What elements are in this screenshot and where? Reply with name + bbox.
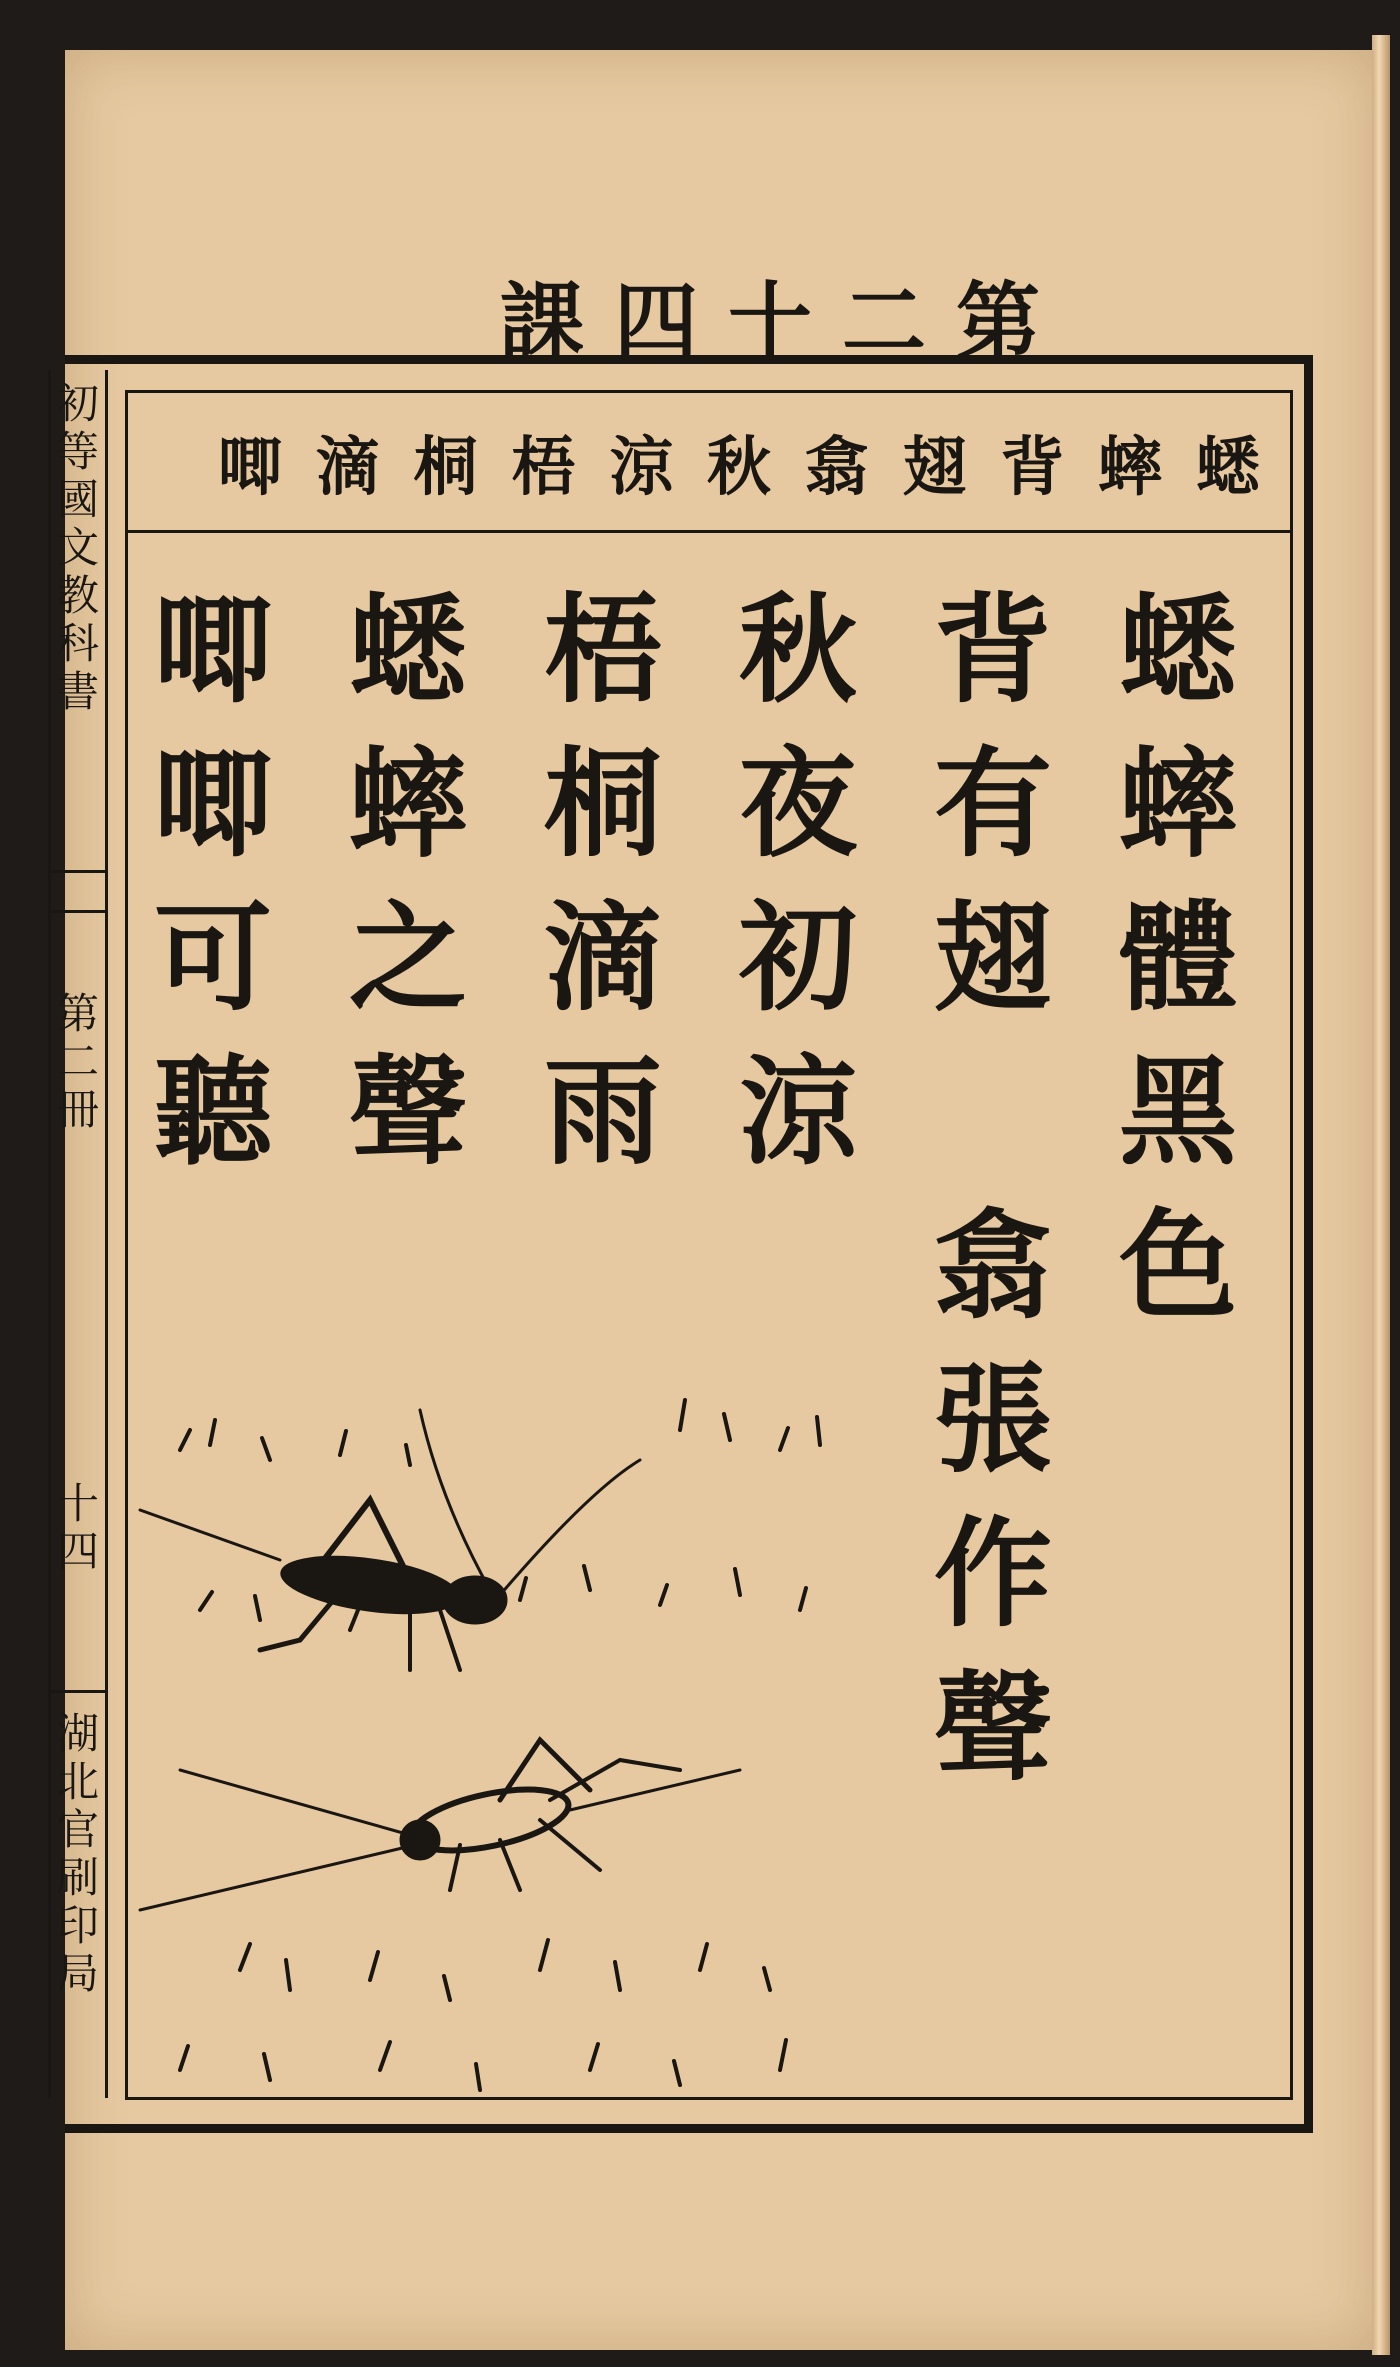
margin-char: 等 [56, 427, 99, 476]
text-char: 蟀 [348, 734, 467, 873]
vocab-char: 翅 [902, 429, 967, 505]
title-char: 四 [613, 272, 698, 371]
text-column-3 [723, 573, 873, 1189]
text-char: 聲 [348, 1042, 467, 1181]
text-char: 聲 [933, 1658, 1052, 1797]
text-char: 作 [933, 1504, 1052, 1643]
title-char: 課 [500, 272, 585, 371]
text-char: 唧 [153, 580, 272, 719]
margin-char: 北 [56, 1757, 99, 1806]
cricket-upper [140, 1410, 640, 1670]
margin-char: 官 [56, 1805, 99, 1854]
margin-char: 局 [56, 1949, 99, 1998]
text-char: 初 [738, 888, 857, 1027]
vocab-char: 背 [1000, 429, 1065, 505]
vocab-char: 滴 [315, 429, 380, 505]
text-char: 唧 [153, 734, 272, 873]
text-char: 聽 [153, 1042, 272, 1181]
margin-char: 冊 [56, 1085, 99, 1134]
margin-char: 湖 [56, 1709, 99, 1758]
margin-char: 初 [56, 379, 99, 428]
text-column-4 [528, 573, 678, 1189]
text-char: 翅 [933, 888, 1052, 1027]
cricket-lower [140, 1740, 740, 1910]
text-char: 蟀 [1118, 734, 1237, 873]
vocabulary-row [128, 393, 1290, 533]
vocab-char: 唧 [218, 429, 282, 505]
vocab-char: 秋 [706, 429, 771, 505]
title-char: 第 [955, 272, 1040, 371]
margin-char: 書 [56, 667, 99, 716]
page-edge [1372, 35, 1390, 2355]
lesson-title [500, 255, 1040, 371]
text-char: 之 [348, 888, 467, 1027]
vocab-char: 蟋 [1195, 429, 1260, 505]
text-char: 體 [1118, 888, 1237, 1027]
margin-char: 教 [56, 571, 99, 620]
text-char: 梧 [543, 580, 662, 719]
text-column-2 [918, 573, 1068, 1805]
margin-char: 四 [56, 1527, 99, 1576]
text-char: 色 [1118, 1196, 1237, 1335]
text-column-5 [333, 573, 483, 1189]
margin-char: 科 [56, 619, 99, 668]
margin-char: 刷 [56, 1853, 99, 1902]
margin-char: 第 [56, 989, 99, 1038]
vocab-char: 蟀 [1098, 429, 1163, 505]
margin-char: 十 [56, 1479, 99, 1528]
text-char: 有 [933, 734, 1052, 873]
text-char: 雨 [543, 1042, 662, 1181]
text-char: 夜 [738, 734, 857, 873]
text-char: 蟋 [348, 580, 467, 719]
vocab-char: 涼 [609, 429, 674, 505]
grass [180, 1400, 820, 2090]
cricket-illustration [120, 1350, 880, 2110]
text-char: 黑 [1118, 1042, 1237, 1181]
margin-char: 二 [56, 1037, 99, 1086]
vocab-char: 梧 [511, 429, 576, 505]
vocab-char: 桐 [413, 429, 478, 505]
text-char: 秋 [738, 580, 857, 719]
text-char: 背 [933, 580, 1052, 719]
margin-char: 文 [56, 523, 99, 572]
text-char: 滴 [543, 888, 662, 1027]
text-char: 張 [933, 1350, 1052, 1489]
text-char: 桐 [543, 734, 662, 873]
text-column-1 [1103, 573, 1253, 1343]
title-char: 二 [841, 272, 926, 371]
margin-char: 國 [56, 475, 99, 524]
text-char: 蟋 [1118, 580, 1237, 719]
text-char: 翕 [933, 1196, 1052, 1335]
text-char: 涼 [738, 1042, 857, 1181]
margin-char: 印 [56, 1901, 99, 1950]
text-char: 可 [153, 888, 272, 1027]
title-char: 十 [727, 272, 812, 371]
text-column-6 [138, 573, 288, 1189]
vocab-char: 翕 [804, 429, 869, 505]
